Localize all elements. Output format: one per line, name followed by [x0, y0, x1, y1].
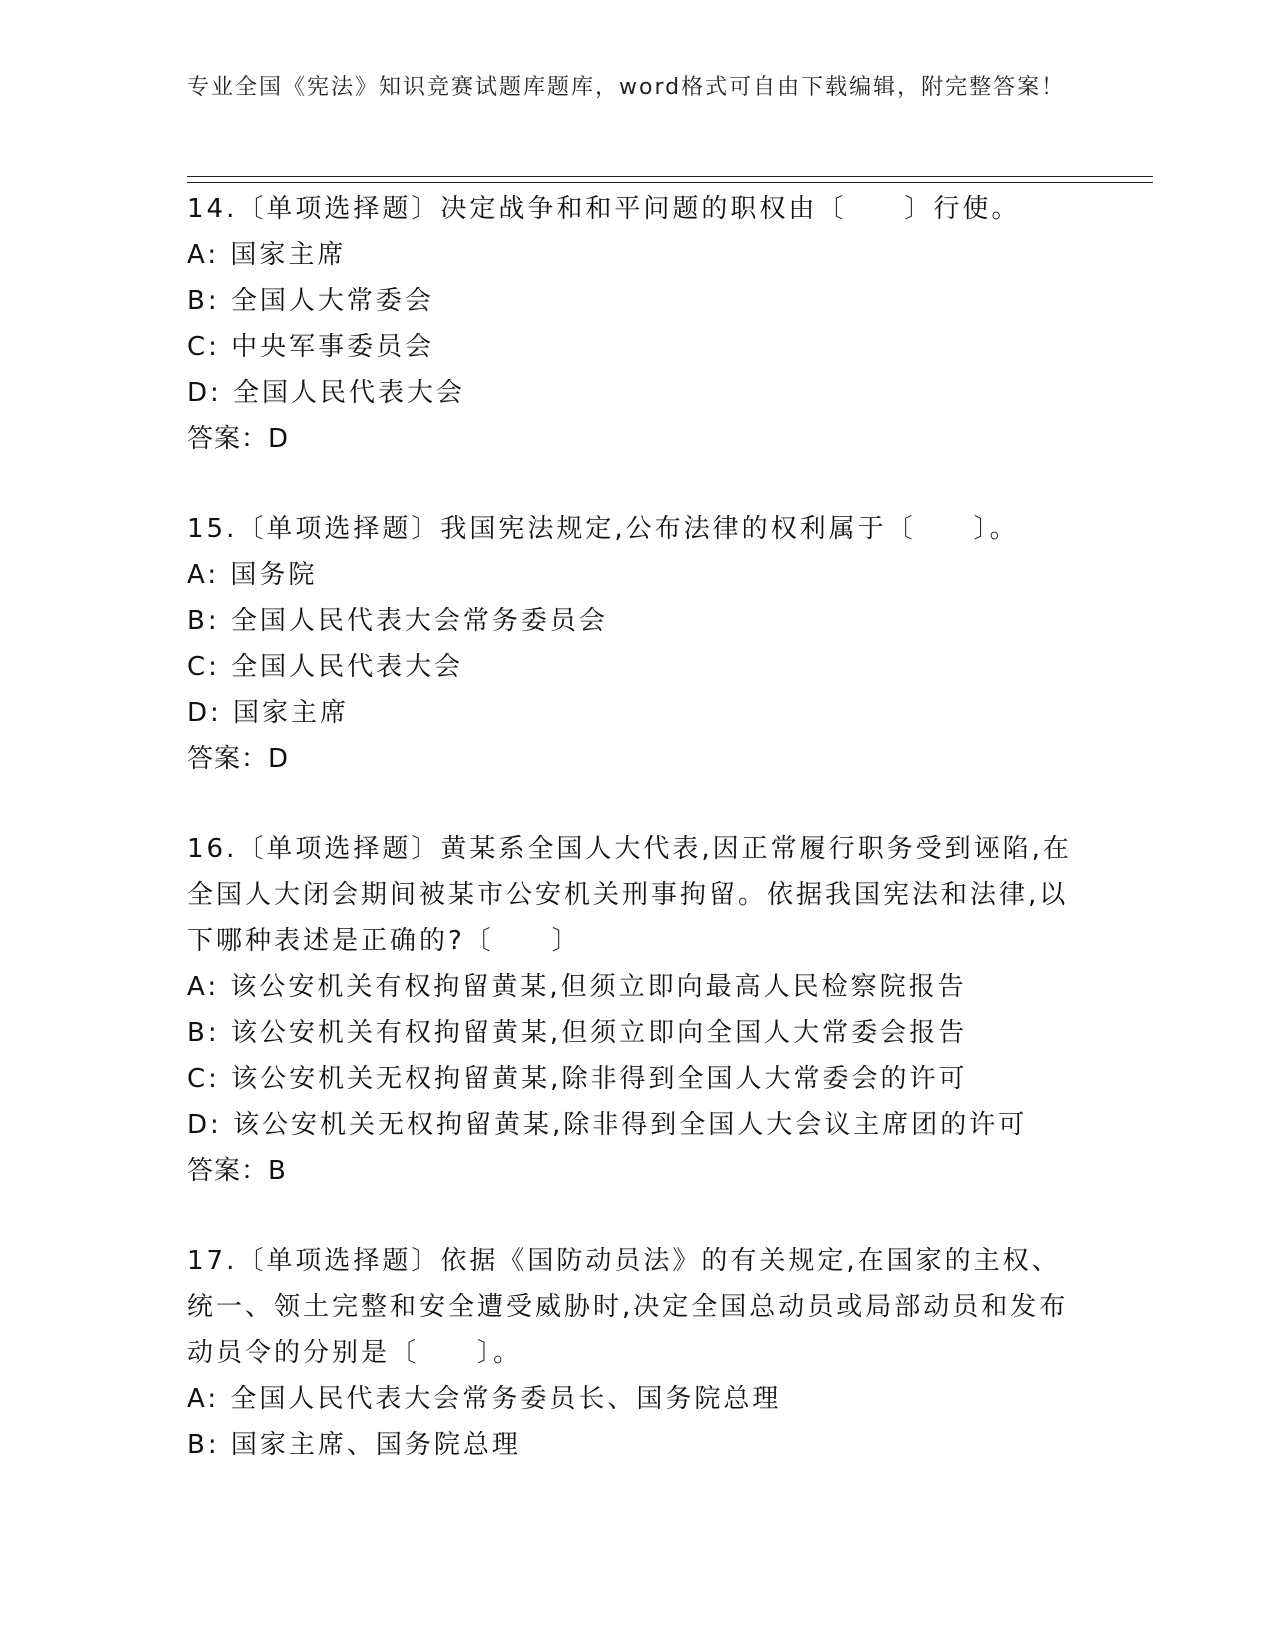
- question-item: [187, 506, 1087, 782]
- option-c: C: 该公安机关无权拘留黄某,除非得到全国人大常委会的许可: [187, 1064, 968, 1094]
- header-divider-double: [187, 182, 1153, 183]
- option-d: D: 该公安机关无权拘留黄某,除非得到全国人大会议主席团的许可: [187, 1110, 1028, 1140]
- question-item: [187, 826, 1087, 1194]
- answer-line: 答案：B: [187, 1156, 287, 1186]
- question-stem: 16.〔单项选择题〕黄某系全国人大代表,因正常履行职务受到诬陷,在全国人大闭会期间被某市公安机关刑事拘留。依据我国宪法和法律,以下哪种表述是正确的?〔 〕: [187, 834, 1072, 956]
- question-item: [187, 186, 1087, 462]
- answer-line: 答案：D: [187, 744, 290, 774]
- option-c: C: 中央军事委员会: [187, 332, 435, 362]
- option-b: B: 该公安机关有权拘留黄某,但须立即向全国人大常委会报告: [187, 1018, 968, 1048]
- option-d: D: 国家主席: [187, 698, 350, 728]
- option-b: B: 全国人大常委会: [187, 286, 434, 316]
- option-c: C: 全国人民代表大会: [187, 652, 464, 682]
- option-b: B: 国家主席、国务院总理: [187, 1430, 521, 1460]
- option-a: A: 国家主席: [187, 240, 347, 270]
- option-a: A: 全国人民代表大会常务委员长、国务院总理: [187, 1384, 782, 1414]
- answer-line: 答案：D: [187, 424, 290, 454]
- question-stem: 14.〔单项选择题〕决定战争和和平问题的职权由〔 〕行使。: [187, 194, 1021, 224]
- question-stem: 15.〔单项选择题〕我国宪法规定,公布法律的权利属于〔 〕。: [187, 514, 1019, 544]
- option-b: B: 全国人民代表大会常务委员会: [187, 606, 608, 636]
- option-a: A: 国务院: [187, 560, 318, 590]
- option-a: A: 该公安机关有权拘留黄某,但须立即向最高人民检察院报告: [187, 972, 967, 1002]
- question-stem: 17.〔单项选择题〕依据《国防动员法》的有关规定,在国家的主权、统一、领土完整和安全遭受威胁时,决定全国总动员或局部动员和发布动员令的分别是〔 〕。: [187, 1246, 1069, 1368]
- option-d: D: 全国人民代表大会: [187, 378, 466, 408]
- question-item: [187, 1238, 1087, 1468]
- header-divider: [187, 176, 1153, 177]
- document-title: 专业全国《宪法》知识竞赛试题库题库，word格式可自由下载编辑，附完整答案！: [187, 75, 1066, 100]
- question-list: [187, 186, 1087, 1468]
